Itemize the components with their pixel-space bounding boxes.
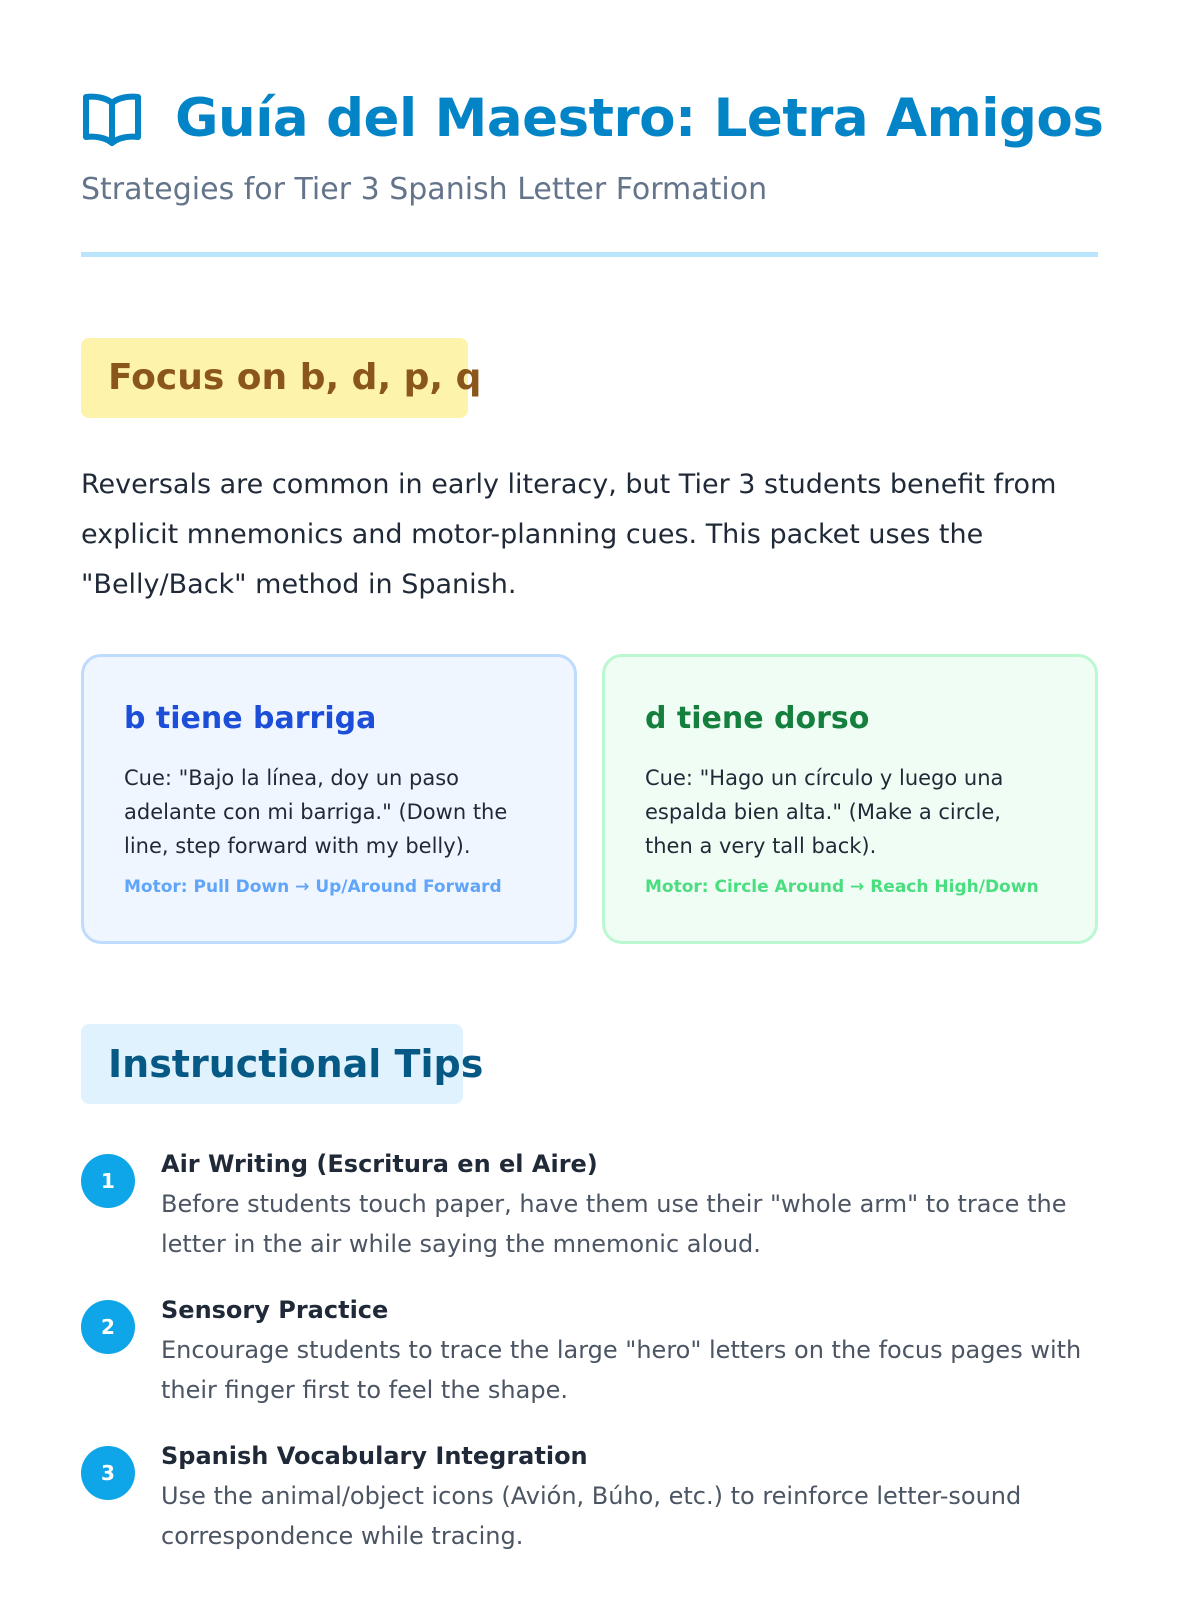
card-title: b tiene barriga [124, 701, 377, 736]
open-book-icon [81, 87, 143, 149]
card-motor-cue: Motor: Circle Around → Reach High/Down [645, 877, 1039, 897]
tip-item [81, 1290, 1098, 1410]
card-cue: Cue: "Bajo la línea, doy un paso adelante con mi barriga." (Down the line, step forward with my belly). [124, 766, 508, 858]
tip-text: Use the animal/object icons (Avión, Búho, etc.) to reinforce letter-sound correspondence while tracing. [161, 1482, 1022, 1550]
tips-list [81, 1144, 1098, 1556]
tip-text: Encourage students to trace the large "hero" letters on the focus pages with their finger first to feel the shape. [161, 1336, 1082, 1404]
page-subtitle: Strategies for Tier 3 Spanish Letter Formation [81, 172, 768, 207]
intro-paragraph: Reversals are common in early literacy, but Tier 3 students benefit from explicit mnemonics and motor-planning cues. This packet uses the "Belly/Back" method in Spanish. [81, 469, 1057, 600]
tip-body [161, 1290, 1098, 1410]
tip-number-badge: 3 [81, 1446, 135, 1500]
tip-number-badge: 1 [81, 1154, 135, 1208]
tip-item [81, 1436, 1098, 1556]
card-d-back [602, 654, 1098, 944]
card-cue: Cue: "Hago un círculo y luego una espalda bien alta." (Make a circle, then a very tall back). [645, 766, 1004, 858]
header-divider [81, 252, 1098, 257]
tip-title: Air Writing (Escritura en el Aire) [161, 1150, 598, 1178]
mnemonic-cards [81, 654, 1098, 944]
tip-number-badge: 2 [81, 1300, 135, 1354]
card-title: d tiene dorso [645, 701, 870, 736]
page-header [81, 82, 1104, 154]
tip-title: Sensory Practice [161, 1296, 389, 1324]
tip-body [161, 1144, 1098, 1264]
tip-title: Spanish Vocabulary Integration [161, 1442, 588, 1470]
page-title: Guía del Maestro: Letra Amigos [175, 87, 1104, 149]
tip-body [161, 1436, 1098, 1556]
tip-item [81, 1144, 1098, 1264]
focus-section-label: Focus on b, d, p, q [81, 338, 468, 418]
card-motor-cue: Motor: Pull Down → Up/Around Forward [124, 877, 502, 897]
card-b-belly [81, 654, 577, 944]
tips-section-label: Instructional Tips [81, 1024, 463, 1104]
tip-text: Before students touch paper, have them use their "whole arm" to trace the letter in the air while saying the mnemonic aloud. [161, 1190, 1067, 1258]
